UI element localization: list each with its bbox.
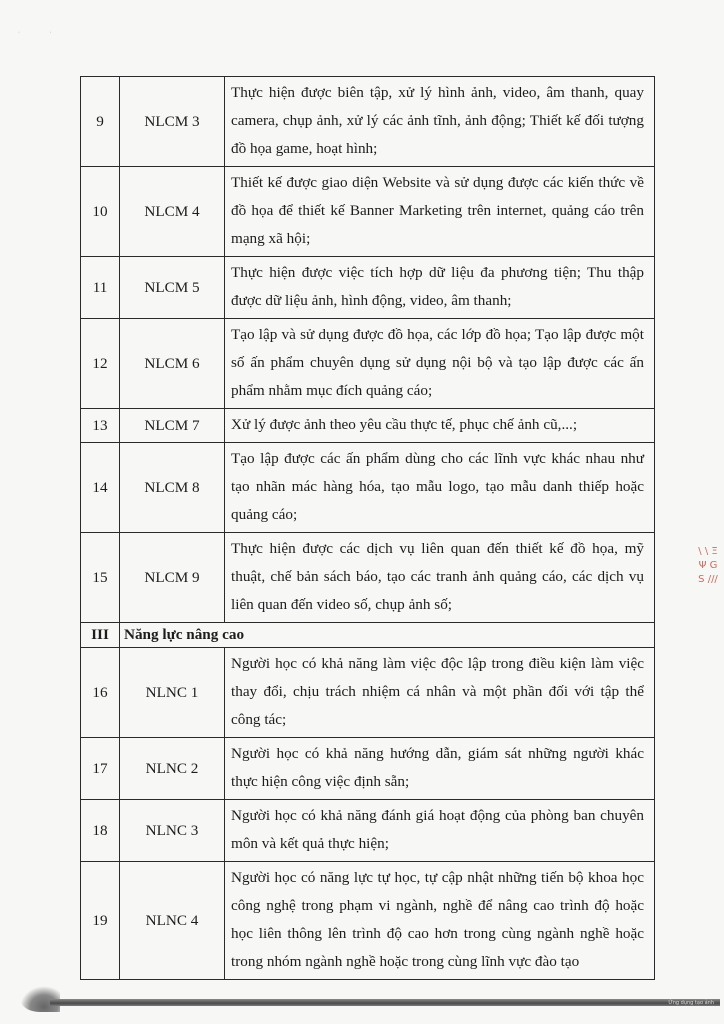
row-number: 14 bbox=[81, 443, 120, 533]
competency-code: NLCM 6 bbox=[120, 319, 225, 409]
row-number: 15 bbox=[81, 533, 120, 623]
competency-code: NLNC 4 bbox=[120, 862, 225, 980]
competency-code: NLNC 1 bbox=[120, 648, 225, 738]
competency-code: NLCM 4 bbox=[120, 167, 225, 257]
competency-description: Tạo lập và sử dụng được đồ họa, các lớp đồ họa; Tạo lập được một số ấn phẩm chuyên dụng sử dụng nội bộ và tạo lập được các ấn phẩm nhằm mục đích quảng cáo; bbox=[225, 319, 655, 409]
table-row bbox=[81, 800, 655, 862]
row-number: 19 bbox=[81, 862, 120, 980]
table-row bbox=[81, 738, 655, 800]
competency-code: NLCM 7 bbox=[120, 409, 225, 443]
footer-caption: Ứng dụng tạo ảnh bbox=[668, 1000, 714, 1006]
competency-description: Người học có khả năng đánh giá hoạt động của phòng ban chuyên môn và kết quả thực hiện; bbox=[225, 800, 655, 862]
row-number: 12 bbox=[81, 319, 120, 409]
competency-code: NLCM 8 bbox=[120, 443, 225, 533]
competency-description: Người học có khả năng làm việc độc lập trong điều kiện làm việc thay đổi, chịu trách nhiệm cá nhân và một phần đối với tập thể công tác; bbox=[225, 648, 655, 738]
competency-code: NLNC 3 bbox=[120, 800, 225, 862]
footer-band bbox=[50, 999, 720, 1006]
section-title: Năng lực nâng cao bbox=[120, 623, 655, 648]
competency-description: Người học có khả năng hướng dẫn, giám sát những người khác thực hiện công việc định sẵn; bbox=[225, 738, 655, 800]
competency-description: Tạo lập được các ấn phẩm dùng cho các lĩnh vực khác nhau như tạo nhãn mác hàng hóa, tạo mẫu logo, tạo mẫu danh thiếp hoặc quảng cáo; bbox=[225, 443, 655, 533]
row-number: 18 bbox=[81, 800, 120, 862]
section-header-row bbox=[81, 623, 655, 648]
row-number: 9 bbox=[81, 77, 120, 167]
scanner-footer-bar bbox=[20, 992, 720, 1012]
table-row bbox=[81, 862, 655, 980]
table-row bbox=[81, 319, 655, 409]
table-row bbox=[81, 409, 655, 443]
competency-description: Thực hiện được các dịch vụ liên quan đến thiết kế đồ họa, mỹ thuật, chế bản sách báo, tạo các tranh ảnh quảng cáo, các dịch vụ liên quan đến video số, chụp ảnh số; bbox=[225, 533, 655, 623]
scan-dots: · · bbox=[18, 30, 66, 36]
competency-description: Thiết kế được giao diện Website và sử dụng được các kiến thức về đồ họa để thiết kế Banner Marketing trên internet, quảng cáo trên mạng xã hội; bbox=[225, 167, 655, 257]
row-number: 16 bbox=[81, 648, 120, 738]
row-number: 13 bbox=[81, 409, 120, 443]
competency-code: NLCM 3 bbox=[120, 77, 225, 167]
row-number: 17 bbox=[81, 738, 120, 800]
table-row bbox=[81, 167, 655, 257]
table-row bbox=[81, 648, 655, 738]
competency-description: Thực hiện được việc tích hợp dữ liệu đa phương tiện; Thu thập được dữ liệu ảnh, hình động, video, âm thanh; bbox=[225, 257, 655, 319]
margin-stamp-marks: \ \ Ξ Ψ G S /// bbox=[698, 546, 718, 585]
table-row bbox=[81, 533, 655, 623]
competency-table bbox=[80, 76, 655, 980]
competency-code: NLNC 2 bbox=[120, 738, 225, 800]
table-row bbox=[81, 77, 655, 167]
competency-description: Thực hiện được biên tập, xử lý hình ảnh, video, âm thanh, quay camera, chụp ảnh, xử lý các ảnh tĩnh, ảnh động; Thiết kế đối tượng đồ họa game, hoạt hình; bbox=[225, 77, 655, 167]
section-number: III bbox=[81, 623, 120, 648]
table-row bbox=[81, 443, 655, 533]
competency-code: NLCM 9 bbox=[120, 533, 225, 623]
competency-code: NLCM 5 bbox=[120, 257, 225, 319]
competency-description: Người học có năng lực tự học, tự cập nhật những tiến bộ khoa học công nghệ trong phạm vi ngành, nghề để nâng cao trình độ hoặc học liên thông lên trình độ cao hơn trong cùng ngành nghề hoặc trong nhóm ngành nghề hoặc trong cùng lĩnh vực đào tạo bbox=[225, 862, 655, 980]
row-number: 11 bbox=[81, 257, 120, 319]
competency-description: Xử lý được ảnh theo yêu cầu thực tế, phục chế ảnh cũ,...; bbox=[225, 409, 655, 443]
table-row bbox=[81, 257, 655, 319]
row-number: 10 bbox=[81, 167, 120, 257]
